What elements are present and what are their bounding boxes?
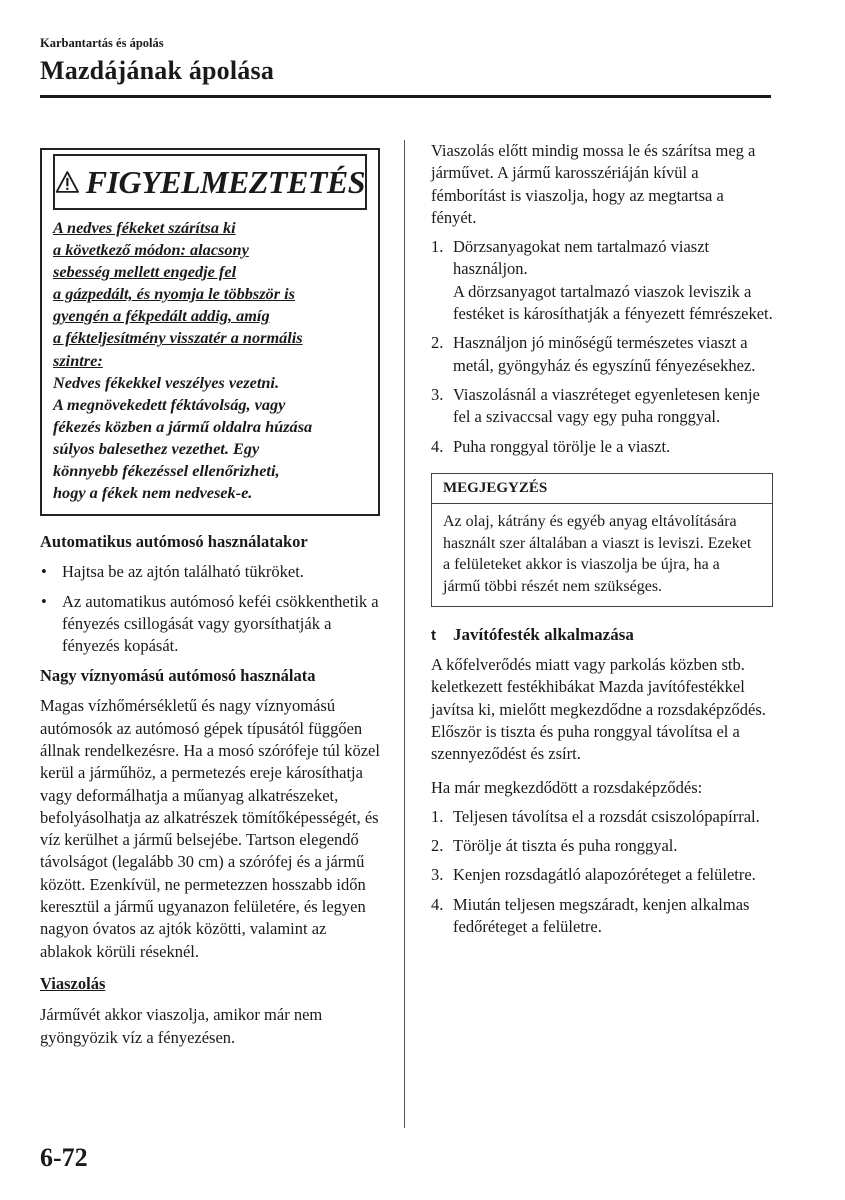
note-box [431,473,773,607]
touchup-heading [431,625,773,645]
step-number: 4. [431,894,444,914]
step-number: 2. [431,836,444,856]
waxing-intro: Viaszolás előtt mindig mossa le és szárítsa meg a járművet. A jármű karosszériáján kívül a fémborítást is viaszolja, hogy az megtartsa a fényét. [431,141,756,227]
warning-line: hogy a fékek nem nedvesek-e. [53,483,253,503]
note-heading: MEGJEGYZÉS [432,474,772,504]
warning-line: A nedves fékeket szárítsa ki [53,218,236,237]
step-text: Teljesen távolítsa el a rozsdát csiszolópapírral. [453,806,760,826]
step-number: 1. [431,237,444,257]
list-item [431,436,773,458]
warning-line: a fékteljesítmény visszatér a normális [53,328,303,348]
warning-line: sebesség mellett engedje fel [53,262,237,282]
warning-line: a következő módon: alacsony [53,240,249,260]
step-text: Dörzsanyagokat nem tartalmazó viaszt használjon. [453,237,710,279]
list-item [431,806,773,828]
section-label: Karbantartás és ápolás [40,36,164,50]
list-item [431,236,773,325]
warning-line: fékezés közben a jármű oldalra húzása [53,416,313,436]
column-divider [404,140,405,1128]
warning-line: A megnövekedett féktávolság, vagy [53,394,286,414]
high-pressure-heading: Nagy víznyomású autómosó használata [40,666,316,686]
list-item [431,332,773,377]
step-number: 4. [431,436,444,456]
step-number: 3. [431,384,444,404]
warning-line: Nedves fékekkel veszélyes vezetni. [53,372,280,392]
list-item [431,894,773,939]
step-text: Miután teljesen megszáradt, kenjen alkalmas fedőréteget a felületre. [453,894,750,937]
list-item: • Hajtsa be az ajtón található tükröket. [40,561,380,583]
step-text: Puha ronggyal törölje le a viaszt. [453,436,671,456]
title-rule [40,95,771,98]
high-pressure-text: Magas vízhőmérsékletű és nagy víznyomású autómosók az autómosó gépek típusától függően állnak rendelkezésre. Ha a mosó szórófeje túl közel kerül a járműhöz, a permetezés ereje károsíthatja vagy deformálhatja a műanyag alkatrészeket, befolyásolhatja az alkatrészek tömítőképességét, és víz kerülhet a jármű belsejébe. Tartson elegendő távolságot (legalább 30 cm) a szórófej és a jármű között. Ezenkívül, ne permetezzen hosszabb időn keresztül a jármű ugyanazon felületére, és legyen nagyon óvatos az ajtók közötti, valamint az ablakok körüli réseknél. [40,696,380,961]
auto-wash-heading: Automatikus autómosó használatakor [40,532,308,552]
step-text: Törölje át tiszta és puha ronggyal. [453,836,678,856]
warning-box [40,148,380,516]
section-marker: t [431,627,436,645]
list-item [431,384,773,429]
auto-wash-list [40,561,380,657]
waxing-text: Járművét akkor viaszolja, amikor már nem gyöngyözik víz a fényezésen. [40,1005,323,1047]
warning-line: gyengén a fékpedált addig, amíg [53,306,270,326]
rust-steps [431,806,773,938]
page-title: Mazdájának ápolása [40,56,275,85]
warning-line: szintre: [53,350,103,370]
waxing-heading: Viaszolás [40,973,106,993]
right-column [431,140,773,938]
note-text: Az olaj, kátrány és egyéb anyag eltávolítására használt szer általában a viaszt is leviszi. Ezeket a felületeket akkor is viaszolja be újra, ha a jármű többi részét nem szükséges. [443,512,752,596]
step-number: 2. [431,333,444,353]
step-text: Kenjen rozsdagátló alapozóréteget a felületre. [453,865,756,885]
page-number: 6-72 [40,1143,88,1172]
touchup-title: Javítófesték alkalmazása [453,625,634,645]
step-text: Viaszolásnál a viaszréteget egyenletesen kenje fel a szivaccsal vagy egy puha ronggyal. [453,384,760,427]
step-note: A dörzsanyagot tartalmazó viaszok leviszik a festéket is károsíthatják a fényezett fémrészeket. [453,281,773,324]
warning-line: súlyos balesethez vezethet. Egy [53,438,260,458]
step-number: 3. [431,865,444,885]
step-text: Használjon jó minőségű természetes viaszt a metál, gyöngyház és egyszínű fényezésekhez. [453,333,756,375]
rust-intro: Ha már megkezdődött a rozsdaképződés: [431,777,703,797]
touchup-text: A kőfelverődés miatt vagy parkolás közben stb. keletkezett festékhibákat Mazda javítófestékkel javítsa ki, mielőtt megkezdődne a rozsdaképződés. Először is tiszta és puha ronggyal távolítsa el a szennyeződést és zsírt. [431,655,766,764]
warning-header [53,154,367,210]
list-item [431,835,773,857]
warning-triangle-icon [55,168,80,196]
left-column [40,140,380,1049]
warning-title: FIGYELMEZTETÉS [85,163,365,200]
list-item: • Az automatikus autómosó keféi csökkenthetik a fényezés csillogását vagy gyorsíthatják a fényezés kopását. [40,591,380,658]
warning-line: a gázpedált, és nyomja le többször is [53,284,295,304]
list-item [431,864,773,886]
warning-line: könnyebb fékezéssel ellenőrizheti, [53,461,280,481]
waxing-steps [431,236,773,458]
warning-text [53,217,367,504]
step-number: 1. [431,806,444,826]
